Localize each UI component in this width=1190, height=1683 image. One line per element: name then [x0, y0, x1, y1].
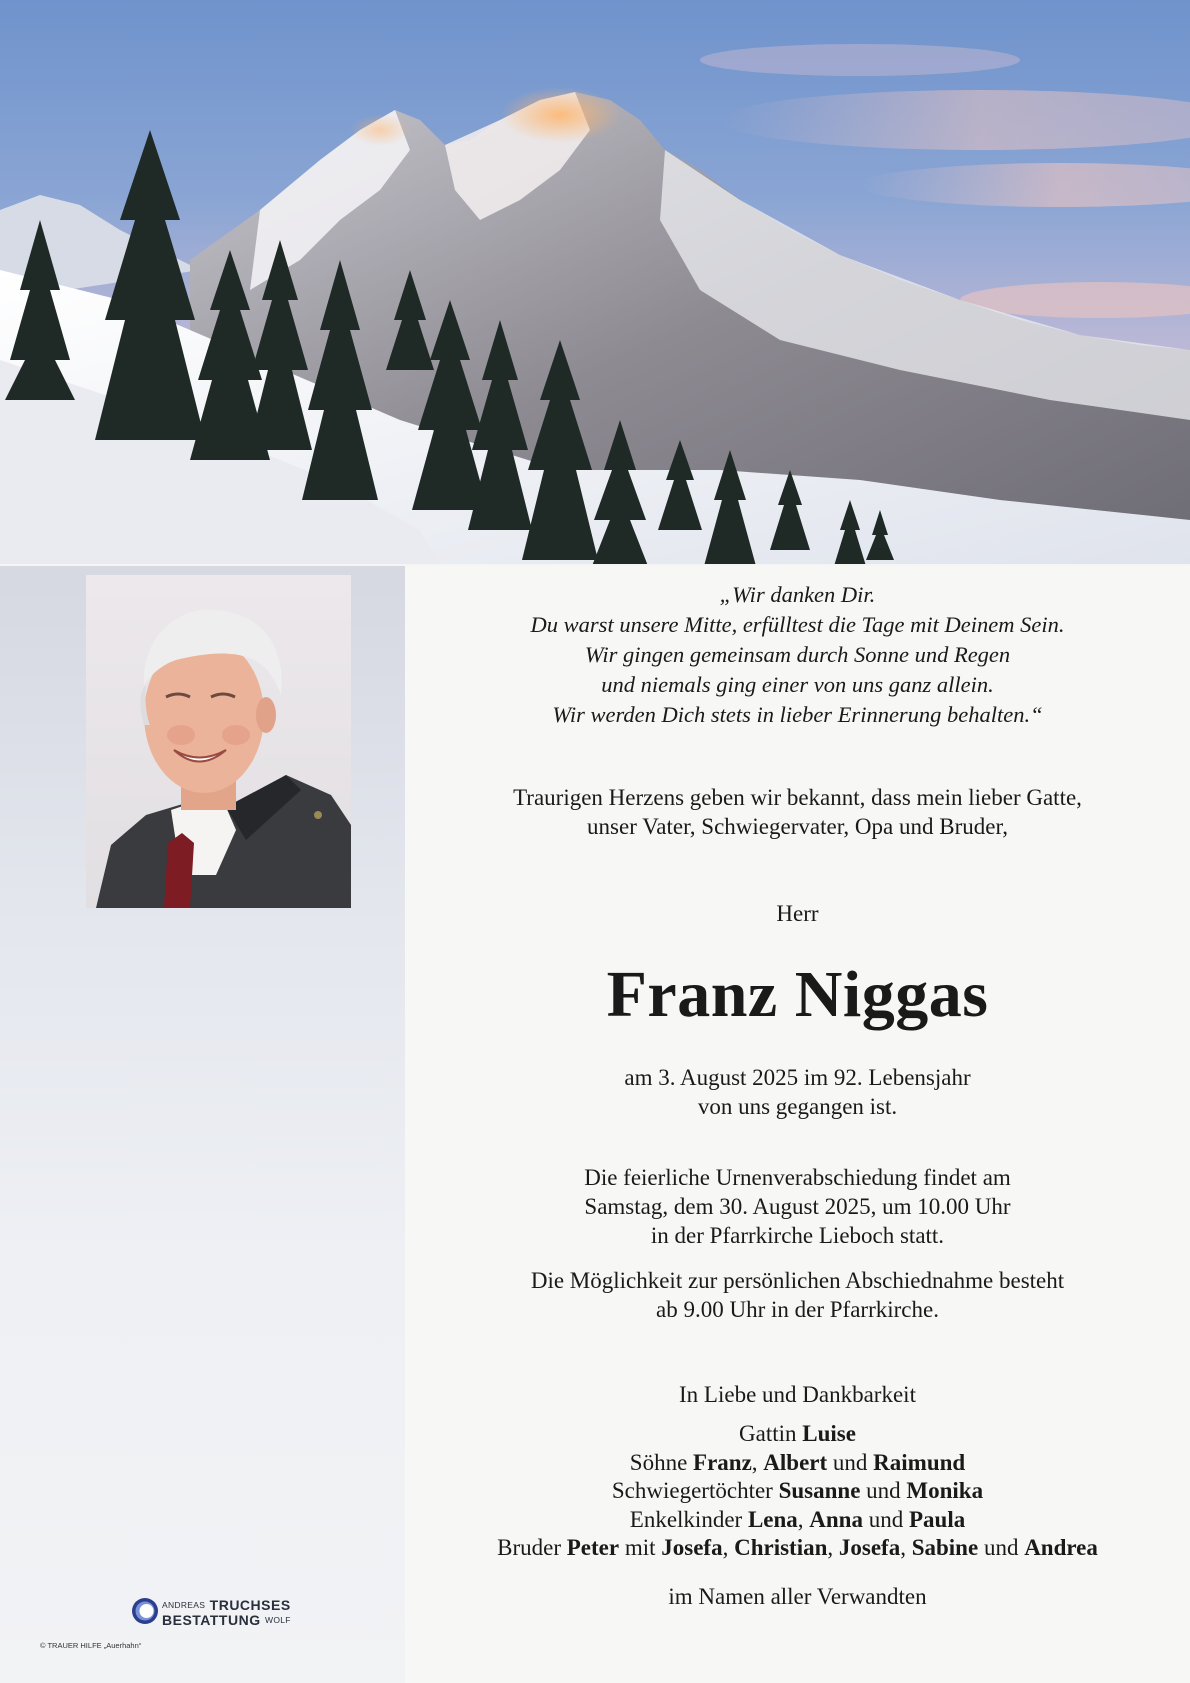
logo-line-2 — [162, 1611, 291, 1629]
mountain-landscape-graphic — [0, 0, 1190, 566]
quote-line: Wir werden Dich stets in lieber Erinnerung behalten.“ — [552, 702, 1043, 727]
funeral-home-logo — [130, 1594, 330, 1628]
ceremony-line: Samstag, dem 30. August 2025, um 10.00 Uhr — [584, 1194, 1011, 1219]
closing-phrase: In Liebe und Dankbarkeit — [679, 1382, 916, 1407]
logo-surname: TRUCHSES — [209, 1596, 291, 1613]
death-notice — [405, 1063, 1190, 1121]
mourner-name: Raimund — [873, 1449, 966, 1475]
mourner-name: Josefa — [661, 1535, 723, 1561]
relation-label: Bruder — [497, 1535, 561, 1561]
quote-line: Wir gingen gemeinsam durch Sonne und Regen — [584, 642, 1011, 667]
logo-suffix: WOLF — [265, 1614, 291, 1625]
intro-line: Traurigen Herzens geben wir bekannt, dass mein lieber Gatte, — [513, 785, 1082, 810]
conjunction: und — [983, 1535, 1019, 1561]
design-credit: © TRAUER HILFE „Auerhahn“ — [40, 1641, 142, 1650]
announcement-intro — [405, 783, 1190, 841]
mourner-row-daughters-in-law — [405, 1477, 1190, 1506]
mourner-name: Monika — [906, 1478, 984, 1504]
quote-line: und niemals ging einer von uns ganz allein. — [601, 672, 994, 697]
mourner-row-brother: Bruder Peter mit Josefa, Christian, Josefa, Sabine und Andrea — [497, 1535, 1098, 1561]
with-word: mit — [624, 1535, 656, 1561]
farewell-line: ab 9.00 Uhr in der Pfarrkirche. — [656, 1297, 939, 1322]
death-line: von uns gegangen ist. — [697, 1094, 898, 1119]
farewell-details — [405, 1266, 1190, 1324]
relation-label: Söhne — [629, 1449, 688, 1475]
mourner-name: Franz — [693, 1449, 752, 1475]
mourner-name: Susanne — [778, 1478, 861, 1504]
mourner-row-grandchildren: Enkelkinder Lena, Anna und Paula — [629, 1506, 966, 1532]
mourner-name: Andrea — [1024, 1535, 1098, 1561]
mourner-row-sons: Söhne Franz, Albert und Raimund — [629, 1449, 966, 1475]
quote-line: Du warst unsere Mitte, erfülltest die Tage mit Deinem Sein. — [530, 612, 1065, 637]
ceremony-line: in der Pfarrkirche Lieboch statt. — [650, 1223, 945, 1248]
conjunction: und — [866, 1478, 901, 1504]
relation-label: Gattin — [739, 1421, 797, 1446]
memorial-quote — [405, 580, 1190, 730]
mourner-name: Paula — [908, 1506, 966, 1532]
relation-label: Schwiegertöchter — [611, 1478, 773, 1504]
conjunction: und — [868, 1506, 904, 1532]
quote-line: „Wir danken Dir. — [719, 582, 876, 607]
mourner-name: Sabine — [911, 1535, 979, 1561]
mourner-name: Josefa — [838, 1535, 901, 1561]
mourners-list — [405, 1420, 1190, 1563]
mourner-name: Luise — [802, 1421, 856, 1446]
salutation: Herr — [776, 901, 819, 926]
farewell-line: Die Möglichkeit zur persönlichen Abschiednahme besteht — [530, 1268, 1065, 1293]
logo-business: BESTATTUNG — [162, 1611, 261, 1628]
conjunction: und — [832, 1449, 868, 1475]
mourner-row-wife — [405, 1420, 1190, 1449]
obituary-text-column — [405, 566, 1190, 1683]
mourner-name: Peter — [566, 1535, 620, 1561]
logo-first-name: ANDREAS — [162, 1599, 206, 1610]
logo-ring-icon — [130, 1596, 160, 1626]
relation-label: Enkelkinder — [629, 1506, 743, 1532]
mourner-name: Christian — [734, 1535, 828, 1561]
portrait-person-graphic — [86, 575, 351, 908]
death-line: am 3. August 2025 im 92. Lebensjahr — [624, 1065, 971, 1090]
mourner-name: Anna — [809, 1506, 863, 1532]
hero-landscape-image — [0, 0, 1190, 566]
deceased-name: Franz Niggas — [606, 958, 989, 1031]
mourner-name: Albert — [763, 1449, 828, 1475]
signoff-line: im Namen aller Verwandten — [668, 1584, 927, 1609]
ceremony-details — [405, 1163, 1190, 1250]
ceremony-line: Die feierliche Urnenverabschiedung findet am — [584, 1165, 1011, 1190]
intro-line: unser Vater, Schwiegervater, Opa und Bruder, — [587, 814, 1008, 839]
mourner-name: Lena — [747, 1506, 798, 1532]
portrait-photo — [86, 575, 351, 908]
